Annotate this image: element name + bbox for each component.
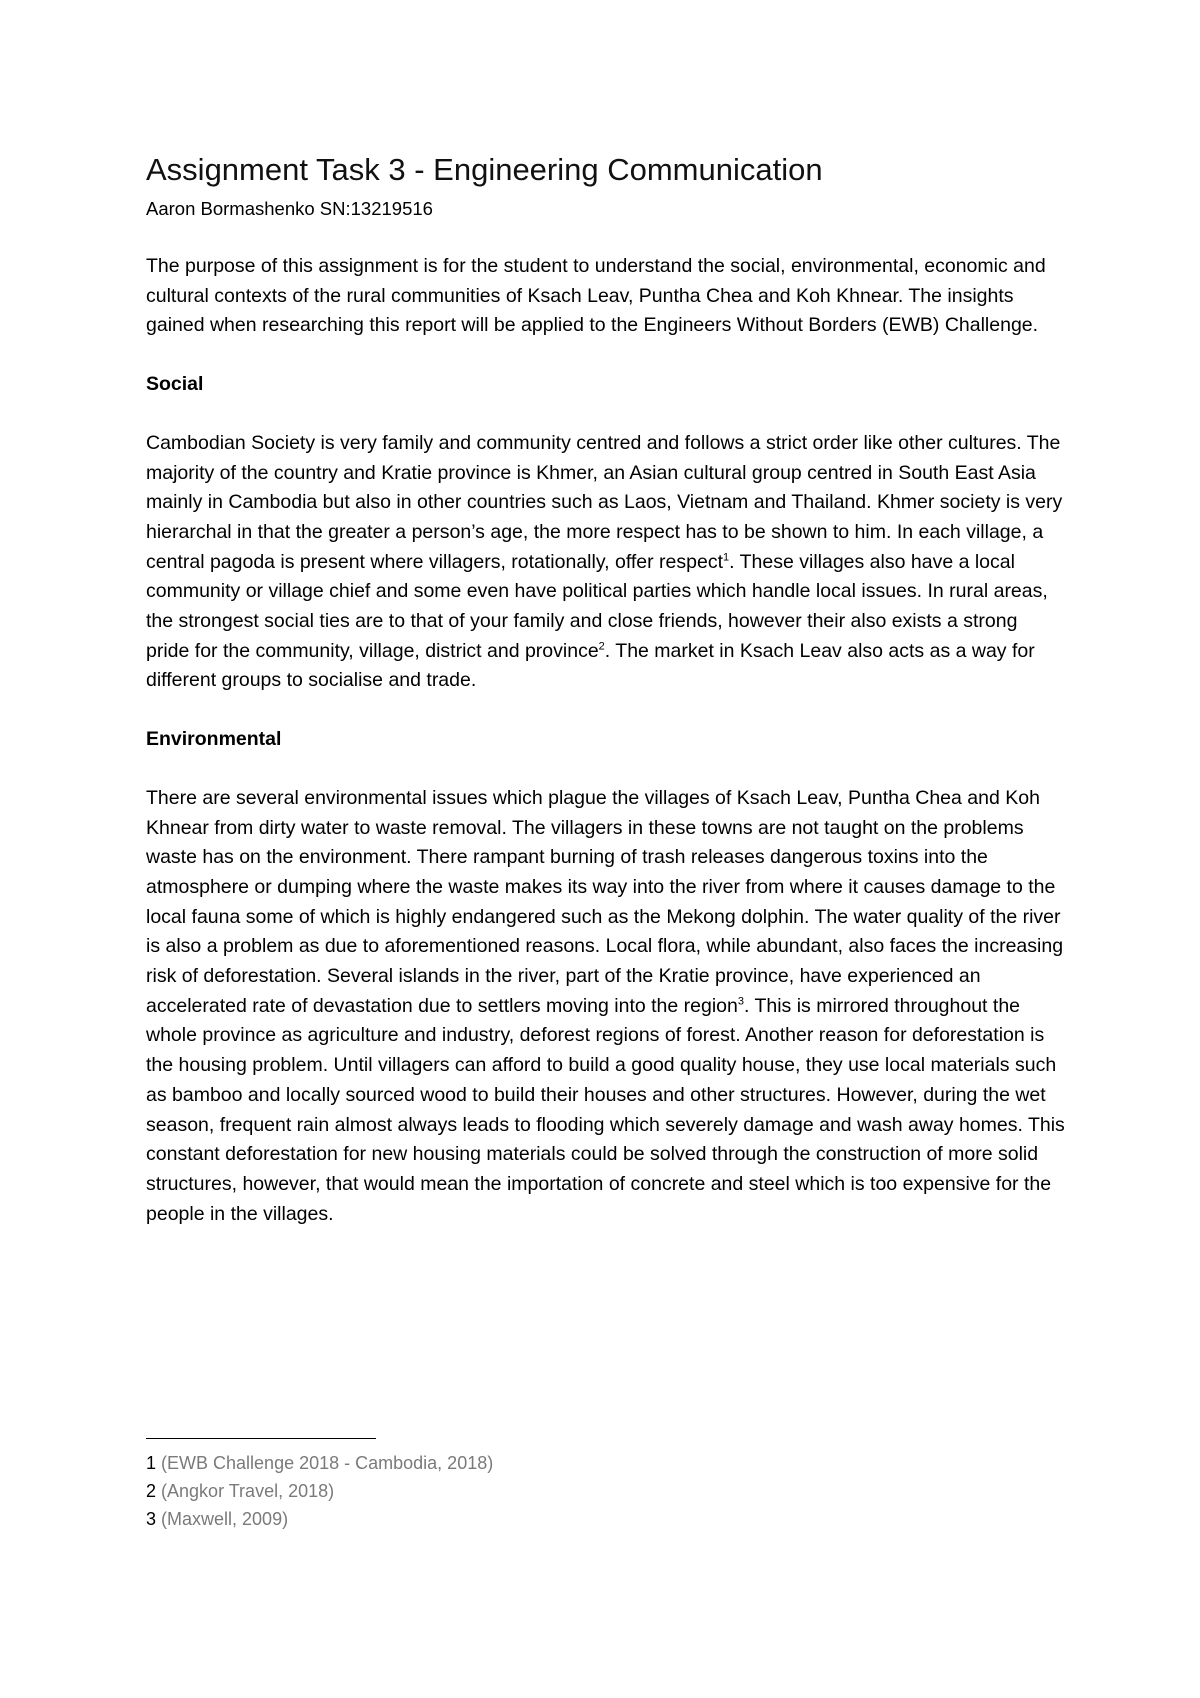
footnote-ref-3[interactable]: 3: [737, 995, 744, 1008]
document-title: Assignment Task 3 - Engineering Communication: [146, 152, 823, 187]
footnotes: [146, 1438, 746, 1533]
author-line: Aaron Bormashenko SN:13219516: [146, 198, 433, 219]
footnote-citation[interactable]: (Angkor Travel, 2018): [161, 1481, 335, 1501]
footnote-number: 3: [146, 1509, 157, 1529]
environmental-text-1: There are several environmental issues which plague the villages of Ksach Leav, Puntha Chea and Koh Khnear from dirty water to waste removal. The villagers in these towns are not taught on the problems waste has on the environment. There rampant burning of trash releases dangerous toxins into the atmosphere or dumping where the waste makes its way into the river from where it causes damage to the local fauna some of which is highly endangered such as the Mekong dolphin. The water quality of the river is also a problem as due to aforementioned reasons. Local flora, while abundant, also faces the increasing risk of deforestation. Several islands in the river, part of the Kratie province, have experienced an accelerated rate of devastation due to settlers moving into the region: [146, 786, 1064, 1017]
social-paragraph: [146, 429, 1066, 696]
footnote-2: [146, 1477, 746, 1505]
footnote-number: 1: [146, 1453, 157, 1473]
footnote-citation[interactable]: (Maxwell, 2009): [161, 1509, 289, 1529]
footnote-separator: [146, 1438, 376, 1439]
footnote-1: [146, 1449, 746, 1477]
social-text-1: Cambodian Society is very family and community centred and follows a strict order like other cultures. The majority of the country and Kratie province is Khmer, an Asian cultural group centred in South East Asia mainly in Cambodia but also in other countries such as Laos, Vietnam and Thailand. Khmer society is very hierarchal in that the greater a person’s age, the more respect has to be shown to him. In each village, a central pagoda is present where villagers, rotationally, offer respect: [146, 431, 1063, 573]
footnote-ref-1[interactable]: 1: [723, 551, 730, 564]
footnote-3: [146, 1505, 746, 1533]
environmental-paragraph: [146, 784, 1066, 1230]
footnote-citation[interactable]: (EWB Challenge 2018 - Cambodia, 2018): [161, 1453, 494, 1473]
section-heading-social: Social: [146, 373, 204, 396]
intro-paragraph: The purpose of this assignment is for the student to understand the social, environmental, economic and cultural contexts of the rural communities of Ksach Leav, Puntha Chea and Koh Khnear. The insights gained when researching this report will be applied to the Engineers Without Borders (EWB) Challenge.: [146, 255, 1046, 337]
social-text-3: . The market in Ksach Leav also acts as a way for different groups to socialise and trade.: [146, 639, 1035, 692]
social-text-2: . These villages also have a local community or village chief and some even have political parties which handle local issues. In rural areas, the strongest social ties are to that of your family and close friends, however their also exists a strong pride for the community, village, district and province: [146, 550, 1048, 662]
section-heading-environmental: Environmental: [146, 728, 282, 751]
document-body: [146, 148, 1066, 1229]
footnote-number: 2: [146, 1481, 157, 1501]
footnote-ref-2[interactable]: 2: [598, 640, 605, 653]
environmental-text-2: . This is mirrored throughout the whole province as agriculture and industry, deforest regions of forest. Another reason for deforestation is the housing problem. Until villagers can afford to build a good quality house, they use local materials such as bamboo and locally sourced wood to build their houses and other structures. However, during the wet season, frequent rain almost always leads to flooding which severely damage and wash away homes. This constant deforestation for new housing materials could be solved through the construction of more solid structures, however, that would mean the importation of concrete and steel which is too expensive for the people in the villages.: [146, 994, 1065, 1225]
